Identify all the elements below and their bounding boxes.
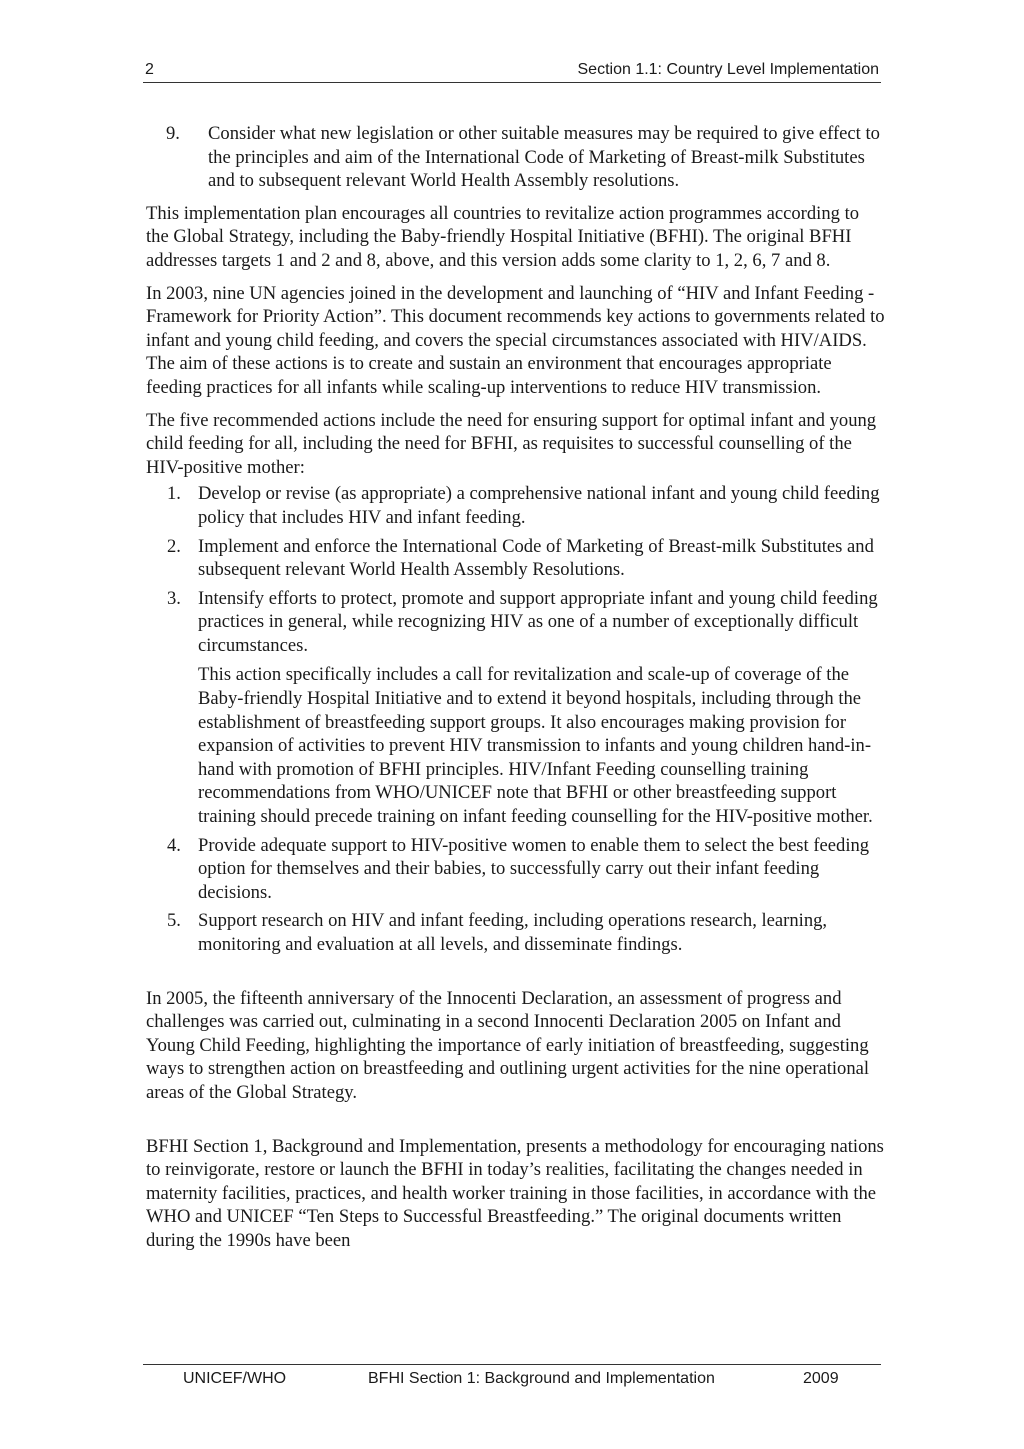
action-item-4 (146, 834, 886, 905)
page-footer (143, 1364, 881, 1395)
action-text: Develop or revise (as appropriate) a comprehensive national infant and young child feeding policy that includes HIV and infant feeding. (198, 483, 880, 528)
action-number: 4. (167, 834, 181, 856)
recommended-actions-list (146, 482, 886, 956)
paragraph-five-actions: The five recommended actions include the need for ensuring support for optimal infant and young child feeding for all, including the need for BFHI, as requisites to successful counselling of the HIV-positive mother: (146, 409, 877, 478)
action-item-2 (146, 535, 886, 582)
list-item-9 (146, 122, 886, 193)
paragraph-innocenti-2005: In 2005, the fifteenth anniversary of the Innocenti Declaration, an assessment of progress and challenges was carried out, culminating in a second Innocenti Declaration 2005 on Infant and Young Child Feeding, highlighting the importance of early initiation of breastfeeding, suggesting ways to strengthen action on breastfeeding and outlining urgent activities for the nine operational areas of the Global Strategy. (146, 987, 870, 1103)
action-item-3 (146, 587, 886, 829)
action-number: 1. (167, 483, 181, 505)
action-number: 3. (167, 587, 181, 609)
action-text: Provide adequate support to HIV-positive women to enable them to select the best feeding option for themselves and their babies, to successfully carry out their infant feeding decisions. (198, 834, 870, 903)
document-body (146, 122, 886, 1253)
paragraph-un-agencies: In 2003, nine UN agencies joined in the development and launching of “HIV and Infant Feeding - Framework for Priority Action”. This document recommends key actions to governments related to infant and young child feeding, and covers the special circumstances associated with HIV/AIDS. The aim of these actions is to create and sustain an environment that encourages appropriate feeding practices for all infants while scaling-up interventions to reduce HIV transmission. (146, 282, 885, 398)
action-subtext: This action specifically includes a call for revitalization and scale-up of coverage of the Baby-friendly Hospital Initiative and to extend it beyond hospitals, including through the establishment of breastfeeding support groups. It also encourages making provision for expansion of activities to prevent HIV transmission to infants and young children hand-in-hand with promotion of BFHI principles. HIV/Infant Feeding counselling training recommendations from WHO/UNICEF note that BFHI or other breastfeeding support training should precede training on infant feeding counselling for the HIV-positive mother. (198, 664, 873, 828)
action-number: 5. (167, 910, 181, 932)
footer-document-title: BFHI Section 1: Background and Implementation (368, 1370, 715, 1387)
action-item-5 (146, 909, 886, 956)
action-item-1 (146, 482, 886, 529)
paragraph-bfhi-section-1: BFHI Section 1, Background and Implementation, presents a methodology for encouraging nations to reinvigorate, restore or launch the BFHI in today’s realities, facilitating the changes needed in maternity facilities, practices, and health worker training in those facilities, in accordance with the WHO and UNICEF “Ten Steps to Successful Breastfeeding.” The original documents written during the 1990s have been (146, 1135, 884, 1251)
page-number: 2 (145, 61, 154, 78)
list-item-text: Consider what new legislation or other suitable measures may be required to give effect to the principles and aim of the International Code of Marketing of Breast-milk Substitutes and to subsequent relevant World Health Assembly resolutions. (208, 123, 880, 192)
action-text: Implement and enforce the International Code of Marketing of Breast-milk Substitutes and subsequent relevant World Health Assembly Resolutions. (198, 535, 874, 581)
action-text: Support research on HIV and infant feeding, including operations research, learning, monitoring and evaluation at all levels, and disseminate findings. (198, 910, 828, 955)
footer-year: 2009 (803, 1370, 839, 1387)
action-text: Intensify efforts to protect, promote and support appropriate infant and young child feeding practices in general, while recognizing HIV as one of a number of exceptionally difficult circumstances. (198, 587, 878, 656)
action-number: 2. (167, 535, 181, 557)
paragraph-implementation-plan: This implementation plan encourages all countries to revitalize action programmes according to the Global Strategy, including the Baby-friendly Hospital Initiative (BFHI). The original BFHI addresses targets 1 and 2 and 8, above, and this version adds some clarity to 1, 2, 6, 7 and 8. (146, 202, 860, 271)
section-title: Section 1.1: Country Level Implementation (577, 61, 879, 78)
list-item-number: 9. (166, 123, 180, 144)
footer-organization: UNICEF/WHO (183, 1370, 287, 1387)
page-header (143, 60, 881, 83)
